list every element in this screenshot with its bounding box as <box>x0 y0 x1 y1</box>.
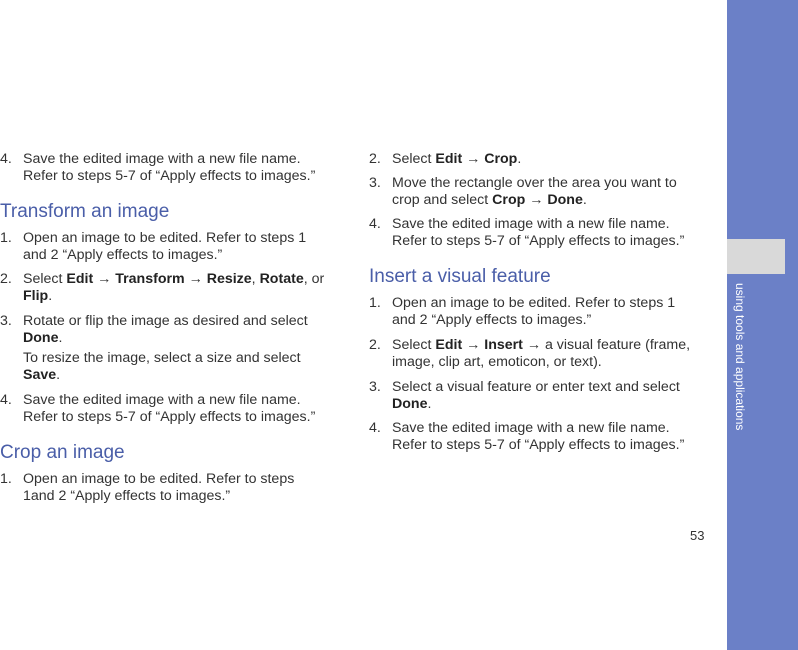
menu-save: Save <box>23 367 57 383</box>
menu-edit: Edit <box>435 337 463 353</box>
step-text: Rotate or flip the image as desired and select Done. <box>23 313 308 346</box>
step-text: Save the edited image with a new file name. Refer to steps 5-7 of “Apply effects to images.” <box>392 420 685 453</box>
section-heading-crop: Crop an image <box>0 442 125 463</box>
step-number: 1. <box>0 471 12 487</box>
menu-insert: Insert <box>484 337 523 353</box>
step-text: Open an image to be edited. Refer to steps 1and 2 “Apply effects to images.” <box>23 471 295 504</box>
step-number: 4. <box>0 151 12 167</box>
section-tab <box>727 239 785 274</box>
menu-edit: Edit <box>66 271 94 287</box>
step-number: 3. <box>0 313 12 329</box>
step-number: 2. <box>369 151 381 167</box>
step-number: 2. <box>0 271 12 287</box>
menu-rotate: Rotate <box>259 271 304 287</box>
page-number: 53 <box>690 528 705 543</box>
step-text: Open an image to be edited. Refer to steps 1 and 2 “Apply effects to images.” <box>23 230 307 263</box>
step-text: Select Edit → Crop. <box>392 151 522 167</box>
menu-done: Done <box>547 192 583 208</box>
menu-done: Done <box>23 330 59 346</box>
step-number: 4. <box>0 392 12 408</box>
step-text: Move the rectangle over the area you want to crop and select Crop → Done. <box>392 175 677 208</box>
menu-resize: Resize <box>206 271 252 287</box>
step-text: Select a visual feature or enter text and select Done. <box>392 379 680 412</box>
menu-edit: Edit <box>435 151 463 167</box>
section-label: using tools and applications <box>733 283 747 431</box>
menu-crop: Crop <box>492 192 526 208</box>
step-text: Save the edited image with a new file name. Refer to steps 5-7 of “Apply effects to images.” <box>392 216 685 249</box>
menu-flip: Flip <box>23 288 49 304</box>
step-text: Save the edited image with a new file name. Refer to steps 5-7 of “Apply effects to images.” <box>23 392 316 425</box>
menu-transform: Transform <box>115 271 185 287</box>
menu-done: Done <box>392 396 428 412</box>
step-number: 4. <box>369 420 381 436</box>
step-text: Open an image to be edited. Refer to steps 1 and 2 “Apply effects to images.” <box>392 295 676 328</box>
step-number: 1. <box>369 295 381 311</box>
step-text: Select Edit → Insert → a visual feature (frame, image, clip art, emoticon, or text). <box>392 337 691 370</box>
menu-crop: Crop <box>484 151 518 167</box>
step-number: 3. <box>369 379 381 395</box>
step-text: Save the edited image with a new file name. Refer to steps 5-7 of “Apply effects to images.” <box>23 151 316 184</box>
section-heading-insert: Insert a visual feature <box>369 266 551 287</box>
step-number: 2. <box>369 337 381 353</box>
step-number: 3. <box>369 175 381 191</box>
step-text: Select Edit → Transform → Resize, Rotate, or Flip. <box>23 271 325 304</box>
step-number: 1. <box>0 230 12 246</box>
section-heading-transform: Transform an image <box>0 201 170 222</box>
step-note: To resize the image, select a size and select Save. <box>23 350 301 383</box>
step-number: 4. <box>369 216 381 232</box>
